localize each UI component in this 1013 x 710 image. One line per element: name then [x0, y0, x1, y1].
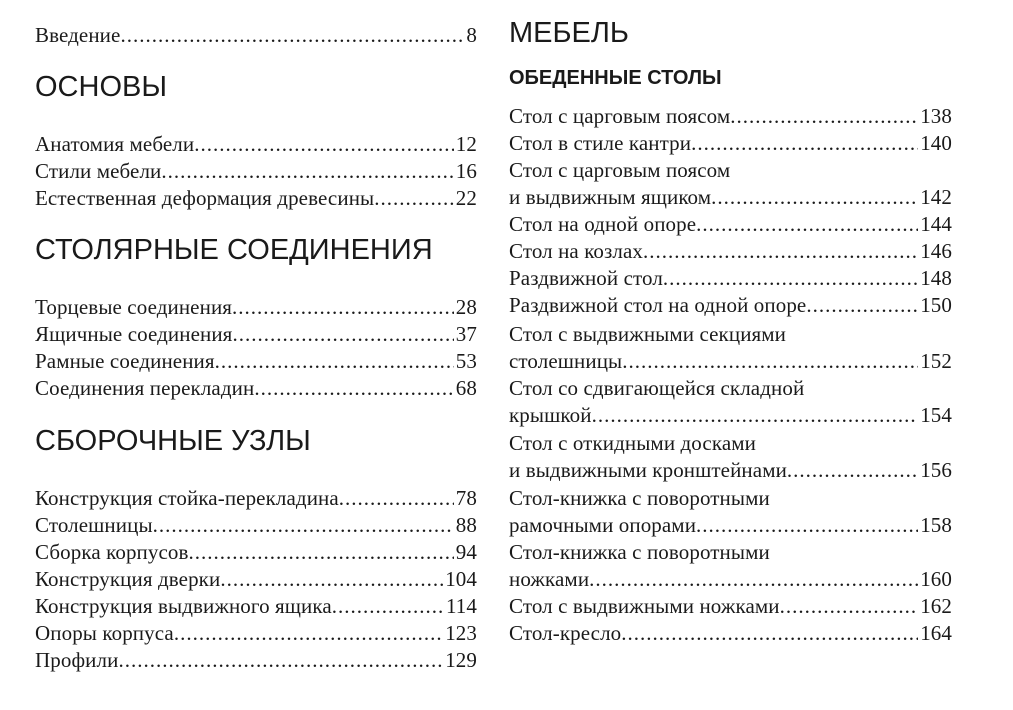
toc-entry-title: Опоры корпуса: [35, 621, 174, 645]
toc-entry-title: Конструкция дверки: [35, 567, 221, 591]
toc-entry[interactable]: [509, 348, 952, 375]
toc-entry[interactable]: [509, 265, 952, 292]
toc-entry[interactable]: [509, 512, 952, 539]
dot-leader: [787, 457, 918, 484]
toc-entry-title-line1: Стол-книжка с поворотными: [509, 540, 770, 564]
dot-leader: [120, 22, 464, 49]
dot-leader: [194, 131, 454, 158]
dot-leader: [220, 566, 443, 593]
toc-entry-title-line1: Стол с откидными досками: [509, 431, 756, 455]
toc-entry-title: Раздвижной стол на одной опоре: [509, 293, 807, 317]
toc-entry-page: 162: [920, 594, 952, 618]
dot-leader: [232, 321, 453, 348]
dot-leader: [711, 184, 918, 211]
toc-entry[interactable]: [35, 647, 477, 674]
toc-entry-title: Соединения перекладин: [35, 376, 255, 400]
toc-entry-title: столешницы: [509, 349, 623, 373]
toc-entry-page: 150: [920, 293, 952, 317]
toc-entry-title: Рамные соединения: [35, 349, 215, 373]
toc-entry-page: 148: [920, 266, 952, 290]
toc-entry-title: Введение: [35, 23, 121, 47]
subsection-heading-dining-tables: ОБЕДЕННЫЕ СТОЛЫ: [509, 67, 722, 89]
dot-leader: [663, 265, 918, 292]
dot-leader: [691, 130, 918, 157]
toc-entry-title: Стол на одной опоре: [509, 212, 697, 236]
toc-entry-title-line1: Стол с выдвижными секциями: [509, 322, 787, 346]
dot-leader: [232, 294, 454, 321]
dot-leader: [189, 539, 454, 566]
toc-entry-title: Сборка корпусов: [35, 540, 189, 564]
section-heading-basics: ОСНОВЫ: [35, 71, 168, 103]
toc-entry[interactable]: [35, 375, 477, 402]
toc-entry-page: 142: [920, 185, 952, 209]
toc-entry-page: 22: [455, 186, 477, 210]
dot-leader: [696, 512, 918, 539]
toc-entry-title: крышкой: [509, 403, 592, 427]
toc-entry[interactable]: [35, 485, 477, 512]
section-heading-joinery: СТОЛЯРНЫЕ СОЕДИНЕНИЯ: [35, 234, 433, 266]
toc-entry-title: Анатомия мебели: [35, 132, 195, 156]
dot-leader: [592, 402, 919, 429]
dot-leader: [622, 348, 918, 375]
toc-entry[interactable]: [509, 211, 952, 238]
toc-entry[interactable]: [509, 130, 952, 157]
section-heading-assemblies: СБОРОЧНЫЕ УЗЛЫ: [35, 425, 311, 457]
toc-entry-page: 129: [445, 648, 477, 672]
toc-entry-page: 53: [455, 349, 477, 373]
toc-entry[interactable]: [35, 294, 477, 321]
toc-entry-page: 152: [920, 349, 952, 373]
toc-entry[interactable]: [35, 185, 477, 212]
toc-entry-title-line1: Стол с царговым поясом: [509, 158, 731, 182]
toc-entry[interactable]: [35, 620, 477, 647]
toc-entry[interactable]: [35, 321, 477, 348]
toc-entry-title-line1: Стол-книжка с поворотными: [509, 486, 770, 510]
toc-entry-page: 140: [920, 131, 952, 155]
toc-entry-page: 8: [466, 23, 477, 47]
dot-leader: [332, 593, 444, 620]
toc-entry-title: Торцевые соединения: [35, 295, 233, 319]
toc-entry-title: и выдвижными кронштейнами: [509, 458, 787, 482]
toc-entry-title: Стол в стиле кантри: [509, 131, 692, 155]
toc-entry-page: 154: [920, 403, 952, 427]
toc-entry-page: 164: [920, 621, 952, 645]
toc-entry[interactable]: [35, 348, 477, 375]
toc-entry-page: 68: [455, 376, 477, 400]
dot-leader: [339, 485, 454, 512]
dot-leader: [696, 211, 918, 238]
dot-leader: [254, 375, 453, 402]
toc-entry-page: 123: [445, 621, 477, 645]
toc-entry[interactable]: [509, 593, 952, 620]
toc-entry-page: 16: [455, 159, 477, 183]
dot-leader: [780, 593, 919, 620]
toc-entry[interactable]: [509, 620, 952, 647]
toc-entry[interactable]: [35, 512, 477, 539]
toc-entry-title: Стол на козлах: [509, 239, 644, 263]
dot-leader: [374, 185, 454, 212]
toc-entry-page: 94: [455, 540, 477, 564]
dot-leader: [118, 647, 443, 674]
toc-entry-page: 160: [920, 567, 952, 591]
toc-entry-page: 114: [445, 594, 477, 618]
toc-entry-title: Стол с царговым поясом: [509, 104, 731, 128]
toc-entry-page: 12: [455, 132, 477, 156]
toc-entry-title: Столешницы: [35, 513, 153, 537]
toc-entry-page: 144: [920, 212, 952, 236]
toc-entry-title: Конструкция стойка-перекладина: [35, 486, 339, 510]
toc-entry-title: Раздвижной стол: [509, 266, 663, 290]
dot-leader: [161, 158, 453, 185]
dot-leader: [589, 566, 918, 593]
dot-leader: [643, 238, 918, 265]
toc-entry-title: Стол с выдвижными ножками: [509, 594, 780, 618]
dot-leader: [215, 348, 454, 375]
toc-entry-page: 78: [455, 486, 477, 510]
dot-leader: [174, 620, 443, 647]
dot-leader: [153, 512, 454, 539]
toc-entry[interactable]: [35, 131, 477, 158]
toc-entry-title: Профили: [35, 648, 119, 672]
toc-entry[interactable]: [509, 292, 952, 319]
toc-entry-title: Стили мебели: [35, 159, 162, 183]
toc-entry[interactable]: [35, 566, 477, 593]
toc-entry[interactable]: [35, 539, 477, 566]
toc-entry-title: рамочными опорами: [509, 513, 697, 537]
toc-entry[interactable]: [509, 238, 952, 265]
toc-entry-page: 28: [455, 295, 477, 319]
toc-entry-page: 158: [920, 513, 952, 537]
toc-entry[interactable]: [509, 184, 952, 211]
dot-leader: [621, 620, 918, 647]
toc-entry-title: Ящичные соединения: [35, 322, 233, 346]
toc-entry-title: Стол-кресло: [509, 621, 622, 645]
toc-entry[interactable]: [509, 457, 952, 484]
toc-entry-title: Естественная деформация древесины: [35, 186, 375, 210]
toc-entry-page: 156: [920, 458, 952, 482]
dot-leader: [806, 292, 918, 319]
toc-entry-title-line1: Стол со сдвигающейся складной: [509, 376, 805, 400]
toc-entry[interactable]: [509, 103, 952, 130]
toc-entry-title: и выдвижным ящиком: [509, 185, 712, 209]
toc-entry-page: 104: [445, 567, 477, 591]
toc-entry-title: Конструкция выдвижного ящика: [35, 594, 332, 618]
dot-leader: [730, 103, 918, 130]
toc-entry[interactable]: [35, 158, 477, 185]
toc-entry-page: 37: [455, 322, 477, 346]
toc-entry-page: 88: [455, 513, 477, 537]
toc-entry-title: ножками: [509, 567, 590, 591]
toc-entry-page: 138: [920, 104, 952, 128]
toc-entry[interactable]: [509, 566, 952, 593]
section-heading-furniture: МЕБЕЛЬ: [509, 17, 629, 49]
toc-entry[interactable]: [35, 593, 477, 620]
toc-entry[interactable]: [509, 402, 952, 429]
toc-entry-intro[interactable]: [35, 22, 477, 49]
toc-entry-page: 146: [920, 239, 952, 263]
